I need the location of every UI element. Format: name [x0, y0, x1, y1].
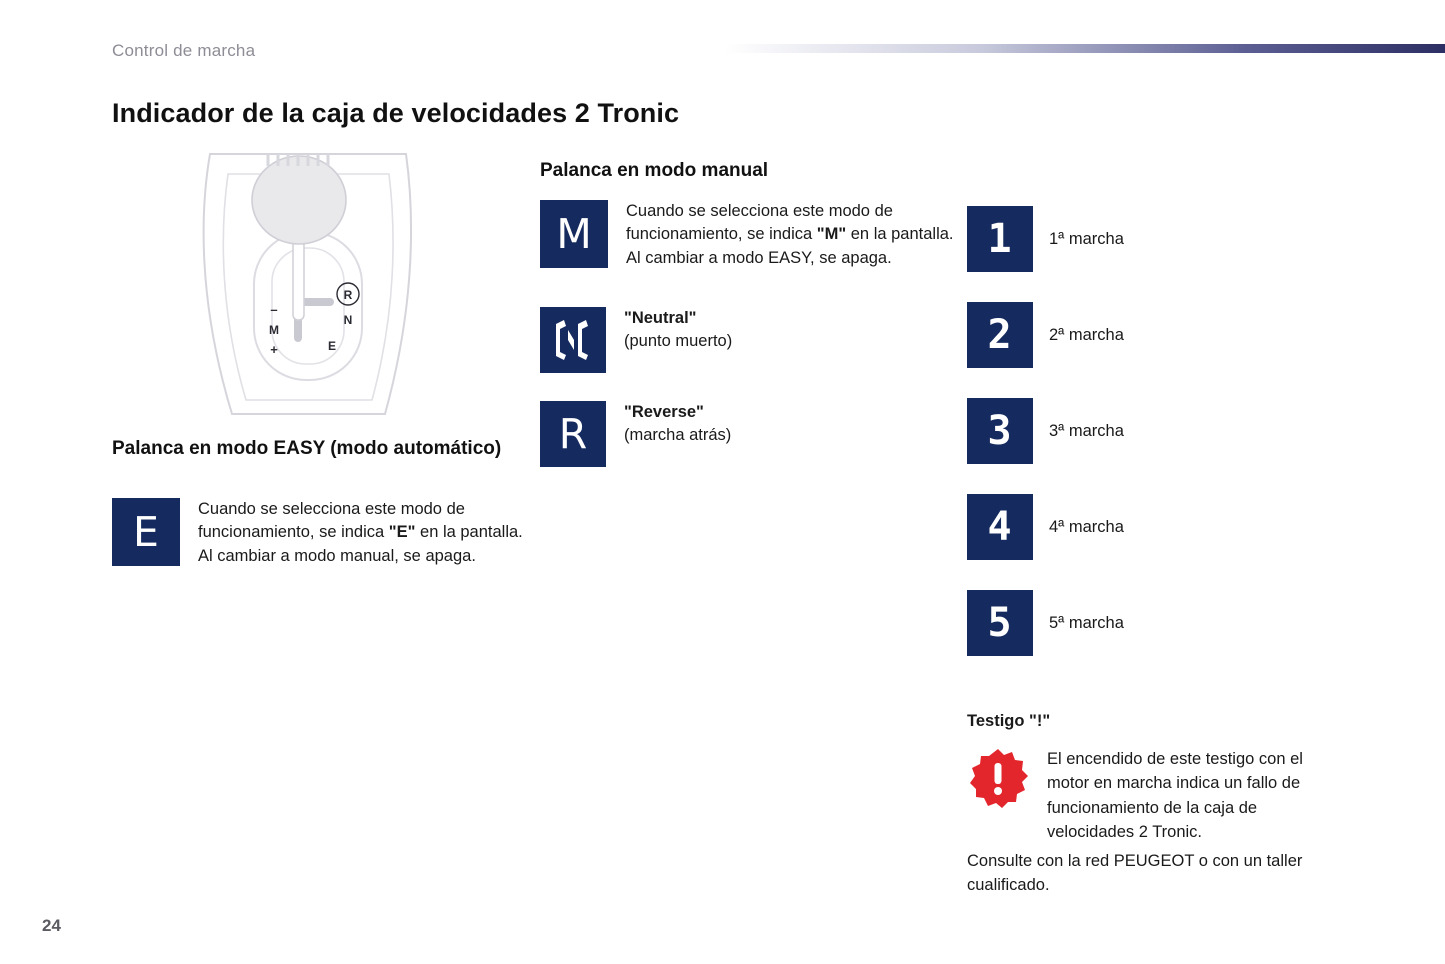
svg-text:+: + [270, 342, 278, 357]
gear-item [967, 398, 1387, 464]
easy-mode-heading: Palanca en modo EASY (modo automático) [112, 438, 502, 459]
manual-n-text-line-2: (punto muerto) [624, 332, 733, 351]
manual-icon-m-letter: M [556, 209, 592, 258]
manual-m-text-line-2: Al cambiar a modo EASY, se apaga. [626, 248, 892, 267]
svg-text:–: – [270, 302, 278, 317]
manual-mode-heading: Palanca en modo manual [540, 160, 769, 181]
svg-text:M: M [269, 323, 279, 337]
easy-text-part-1: Cuando se selecciona este modo de funcionamiento, se indica [198, 500, 465, 542]
easy-mode-text [198, 498, 532, 568]
manual-m-text-part-1: Cuando se selecciona este modo de funcionamiento, se indica [626, 202, 893, 244]
manual-item-m-text [626, 200, 960, 270]
gear-item [967, 590, 1387, 656]
manual-icon-r [540, 401, 606, 467]
header-section-title: Control de marcha [112, 41, 256, 60]
manual-icon-r-letter: R [558, 409, 588, 458]
manual-item-r [540, 401, 960, 467]
page-number: 24 [42, 916, 61, 935]
manual-r-text-line-2: (marcha atrás) [624, 426, 732, 445]
gear-icon-3-digit: 3 [987, 408, 1013, 454]
manual-r-text-title: "Reverse" [624, 403, 704, 421]
gear-item [967, 494, 1387, 560]
manual-icon-m [540, 200, 608, 268]
svg-text:R: R [343, 288, 353, 302]
gear-icon-2 [967, 302, 1033, 368]
svg-text:N: N [343, 313, 353, 327]
easy-text-part-2: en la pantalla. [415, 523, 523, 542]
gear-item [967, 206, 1387, 272]
warning-light-row [967, 747, 1367, 845]
easy-mode-block [112, 498, 532, 568]
gear-item [967, 302, 1387, 368]
warning-light-text: El encendido de este testigo con el motor en marcha indica un fallo de funcionamiento de la caja de velocidades 2 Tronic. [1047, 750, 1303, 842]
gear-icon-5-digit: 5 [987, 600, 1013, 646]
gear-icon-4 [967, 494, 1033, 560]
easy-text-line-2: Al cambiar a modo manual, se apaga. [198, 546, 476, 565]
gear-label-4: 4ª marcha [1049, 517, 1124, 536]
gear-icon-1 [967, 206, 1033, 272]
gear-icon-3 [967, 398, 1033, 464]
gear-indicator-list [967, 206, 1387, 686]
warning-light-heading: Testigo "!" [967, 712, 1051, 730]
easy-mode-icon-letter: E [133, 507, 159, 556]
manual-item-n-text [624, 307, 732, 354]
manual-item-n [540, 307, 960, 373]
manual-m-text-part-2: en la pantalla. [846, 225, 954, 244]
manual-icon-n-segment [552, 318, 594, 362]
svg-text:E: E [327, 339, 337, 353]
manual-icon-n [540, 307, 606, 373]
gear-lever-illustration [180, 152, 435, 417]
warning-light-section [967, 712, 1367, 897]
gear-label-1: 1ª marcha [1049, 229, 1124, 248]
gear-icon-1-digit: 1 [987, 216, 1013, 262]
easy-mode-icon [112, 498, 180, 566]
header-gradient-rule [725, 44, 1445, 53]
manual-item-m [540, 200, 960, 270]
gear-icon-2-digit: 2 [987, 312, 1013, 358]
gear-icon-5 [967, 590, 1033, 656]
easy-text-emph: "E" [388, 523, 416, 542]
manual-n-text-title: "Neutral" [624, 309, 697, 327]
gear-label-5: 5ª marcha [1049, 613, 1124, 632]
gear-label-3: 3ª marcha [1049, 421, 1124, 440]
gear-icon-4-digit: 4 [987, 504, 1013, 550]
warning-light-tail-text: Consulte con la red PEUGEOT o con un taller cualificado. [967, 851, 1303, 895]
warning-exclamation-icon [967, 747, 1029, 814]
gear-label-2: 2ª marcha [1049, 325, 1124, 344]
manual-item-r-text [624, 401, 731, 448]
manual-m-text-emph: "M" [816, 225, 847, 244]
page-title: Indicador de la caja de velocidades 2 Tronic [112, 98, 680, 128]
